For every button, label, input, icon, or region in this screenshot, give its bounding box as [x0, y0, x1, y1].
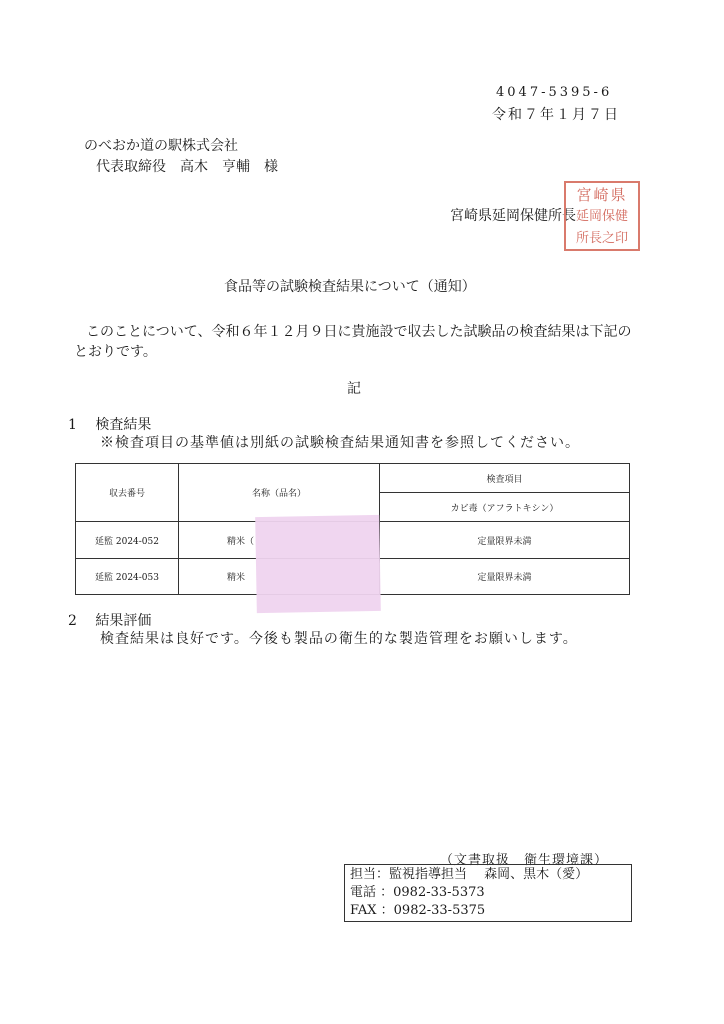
section1-note: ※検査項目の基準値は別紙の試験検査結果通知書を参照してください。	[100, 435, 580, 451]
issuer: 宮崎県延岡保健所長	[450, 208, 576, 224]
row-id: 延監 2024-053	[76, 559, 179, 595]
header-item1: カビ毒（アフラトキシン）	[380, 493, 630, 522]
document-title: 食品等の試験検査結果について（通知）	[224, 279, 476, 295]
contact-box	[344, 864, 632, 922]
section1-heading: 1 検査結果	[68, 417, 152, 433]
row-result: 定量限界未満	[380, 559, 630, 595]
section2-heading: 2 結果評価	[68, 613, 152, 629]
section2-text: 検査結果は良好です。今後も製品の衛生的な製造管理をお願いします。	[100, 631, 578, 647]
handling-department: （文書取扱 衛生環境課）	[440, 853, 609, 868]
header-items: 検査項目	[380, 464, 630, 493]
seal-line: 所長之印	[575, 231, 628, 246]
contact-phone: 電話 ：0982-33-5373	[350, 885, 485, 900]
redaction-overlay	[255, 515, 381, 613]
ki-marker: 記	[347, 381, 361, 397]
header-name: 名称（品名）	[179, 464, 380, 522]
document-date: 令和７年１月７日	[492, 107, 620, 123]
row-id: 延監 2024-052	[76, 522, 179, 559]
body-text: このことについて、令和６年１２月９日に貴施設で収去した試験品の検査結果は下記のとおりです。	[74, 324, 632, 360]
document-number: 4047-5395-6	[496, 85, 613, 100]
row-result: 定量限界未満	[380, 522, 630, 559]
recipient-person: 代表取締役 高木 亨輔 様	[96, 159, 278, 175]
recipient-company: のべおか道の駅株式会社	[84, 138, 238, 154]
seal-line: 宮崎県	[576, 186, 628, 204]
header-id: 収去番号	[76, 464, 179, 522]
contact-fax: FAX ：0982-33-5375	[350, 903, 486, 918]
contact-person: 担当：監視指導担当 森岡、黒木（愛）	[350, 867, 589, 882]
row-name: 精米	[179, 559, 380, 595]
official-seal	[564, 181, 640, 251]
seal-line: 延岡保健	[575, 209, 628, 224]
row-name: 精米（	[179, 522, 380, 559]
